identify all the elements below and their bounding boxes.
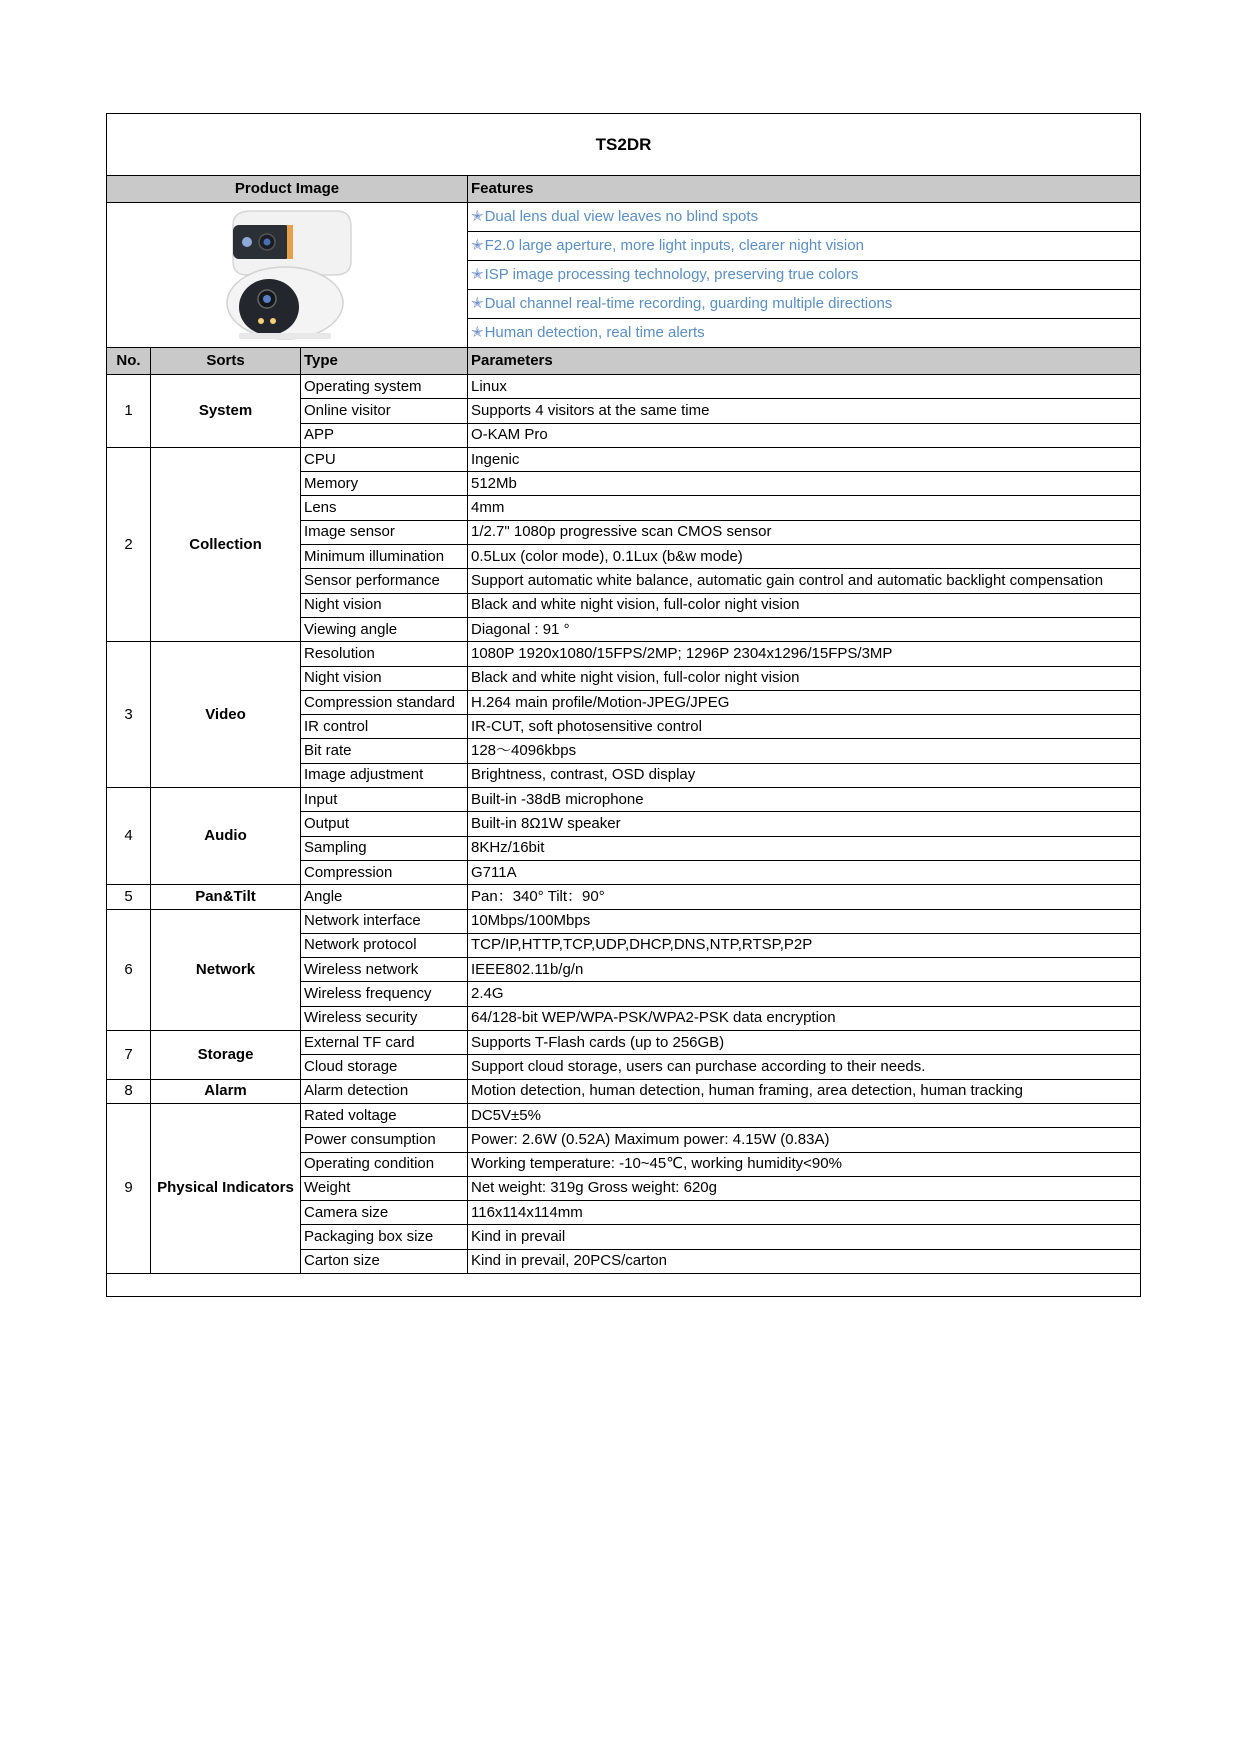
spec-type: Operating system — [301, 375, 468, 399]
table-row — [107, 1031, 1141, 1055]
group-sort: System — [151, 375, 301, 448]
feature-item: ✭F2.0 large aperture, more light inputs, clearer night vision — [468, 232, 1141, 261]
spec-parameter: 116x114x114mm — [468, 1201, 1141, 1225]
spec-parameter: Support automatic white balance, automatic gain control and automatic backlight compensation — [468, 569, 1141, 593]
spec-parameter: 8KHz/16bit — [468, 836, 1141, 860]
spec-parameter: Pan：340° Tilt：90° — [468, 885, 1141, 909]
spec-type: Sampling — [301, 836, 468, 860]
spec-parameter: 1/2.7" 1080p progressive scan CMOS sensor — [468, 520, 1141, 544]
table-row — [107, 375, 1141, 399]
group-sort: Collection — [151, 447, 301, 641]
spec-type: Alarm detection — [301, 1079, 468, 1103]
spec-type: Wireless frequency — [301, 982, 468, 1006]
spec-parameter: 4mm — [468, 496, 1141, 520]
spec-type: Wireless network — [301, 958, 468, 982]
spec-type: Network protocol — [301, 933, 468, 957]
feature-item: ✭ISP image processing technology, preserving true colors — [468, 261, 1141, 290]
group-sort: Alarm — [151, 1079, 301, 1103]
group-sort: Pan&Tilt — [151, 885, 301, 909]
spec-type: Viewing angle — [301, 617, 468, 641]
camera-product-image — [217, 203, 357, 343]
spec-parameter: 2.4G — [468, 982, 1141, 1006]
spec-type: IR control — [301, 715, 468, 739]
header-sorts: Sorts — [151, 348, 301, 375]
table-row — [107, 642, 1141, 666]
spec-type: Image adjustment — [301, 763, 468, 787]
group-number: 6 — [107, 909, 151, 1030]
spec-parameter: DC5V±5% — [468, 1103, 1141, 1127]
star-icon: ✭ — [471, 237, 484, 254]
spec-type: Resolution — [301, 642, 468, 666]
spec-table — [106, 113, 1141, 1297]
feature-item: ✭Human detection, real time alerts — [468, 319, 1141, 348]
group-sort: Network — [151, 909, 301, 1030]
feature-item: ✭Dual channel real-time recording, guarding multiple directions — [468, 290, 1141, 319]
spec-parameter: Black and white night vision, full-color night vision — [468, 666, 1141, 690]
spec-type: Input — [301, 788, 468, 812]
group-number: 2 — [107, 447, 151, 641]
spec-parameter: 10Mbps/100Mbps — [468, 909, 1141, 933]
group-sort: Audio — [151, 788, 301, 885]
group-sort: Storage — [151, 1031, 301, 1080]
spec-type: Operating condition — [301, 1152, 468, 1176]
table-row — [107, 1079, 1141, 1103]
spec-parameter: TCP/IP,HTTP,TCP,UDP,DHCP,DNS,NTP,RTSP,P2P — [468, 933, 1141, 957]
group-number: 8 — [107, 1079, 151, 1103]
spec-parameter: 128～4096kbps — [468, 739, 1141, 763]
spec-parameter: Linux — [468, 375, 1141, 399]
header-product-image: Product Image — [107, 176, 468, 203]
spec-type: Online visitor — [301, 399, 468, 423]
spec-type: External TF card — [301, 1031, 468, 1055]
spec-type: Minimum illumination — [301, 545, 468, 569]
spec-parameter: Power: 2.6W (0.52A) Maximum power: 4.15W (0.83A) — [468, 1128, 1141, 1152]
spec-type: Rated voltage — [301, 1103, 468, 1127]
header-features: Features — [468, 176, 1141, 203]
spec-parameter: Ingenic — [468, 447, 1141, 471]
spec-parameter: Net weight: 319g Gross weight: 620g — [468, 1176, 1141, 1200]
star-icon: ✭ — [471, 208, 484, 225]
group-number: 7 — [107, 1031, 151, 1080]
spec-type: Bit rate — [301, 739, 468, 763]
spec-type: Compression standard — [301, 690, 468, 714]
spec-parameter: 64/128-bit WEP/WPA-PSK/WPA2-PSK data encryption — [468, 1006, 1141, 1030]
group-number: 4 — [107, 788, 151, 885]
spec-type: Lens — [301, 496, 468, 520]
spec-parameter: 1080P 1920x1080/15FPS/2MP; 1296P 2304x1296/15FPS/3MP — [468, 642, 1141, 666]
group-sort: Physical Indicators — [151, 1103, 301, 1273]
spec-parameter: G711A — [468, 860, 1141, 884]
star-icon: ✭ — [471, 295, 484, 312]
spec-type: Network interface — [301, 909, 468, 933]
table-row — [107, 447, 1141, 471]
spec-type: Carton size — [301, 1249, 468, 1273]
table-row — [107, 1103, 1141, 1127]
spec-parameter: IR-CUT, soft photosensitive control — [468, 715, 1141, 739]
spec-parameter: Support cloud storage, users can purchase according to their needs. — [468, 1055, 1141, 1079]
spec-parameter: 0.5Lux (color mode), 0.1Lux (b&w mode) — [468, 545, 1141, 569]
spec-parameter: Motion detection, human detection, human framing, area detection, human tracking — [468, 1079, 1141, 1103]
spec-type: Wireless security — [301, 1006, 468, 1030]
spec-type: Angle — [301, 885, 468, 909]
table-row — [107, 909, 1141, 933]
spec-parameter: Kind in prevail — [468, 1225, 1141, 1249]
spec-type: Night vision — [301, 666, 468, 690]
spec-type: Memory — [301, 472, 468, 496]
group-sort: Video — [151, 642, 301, 788]
header-no: No. — [107, 348, 151, 375]
star-icon: ✭ — [471, 324, 484, 341]
spec-parameter: Black and white night vision, full-color night vision — [468, 593, 1141, 617]
spec-type: Power consumption — [301, 1128, 468, 1152]
spec-parameter: 512Mb — [468, 472, 1141, 496]
product-image-cell — [107, 203, 468, 348]
spec-parameter: Kind in prevail, 20PCS/carton — [468, 1249, 1141, 1273]
spec-parameter: IEEE802.11b/g/n — [468, 958, 1141, 982]
header-parameters: Parameters — [468, 348, 1141, 375]
spec-parameter: Brightness, contrast, OSD display — [468, 763, 1141, 787]
empty-footer-row — [107, 1273, 1141, 1296]
group-number: 9 — [107, 1103, 151, 1273]
spec-type: Night vision — [301, 593, 468, 617]
group-number: 1 — [107, 375, 151, 448]
product-title: TS2DR — [107, 114, 1141, 176]
empty-cell — [107, 1273, 1141, 1296]
feature-item: ✭Dual lens dual view leaves no blind spots — [468, 203, 1141, 232]
spec-type: Output — [301, 812, 468, 836]
spec-type: Camera size — [301, 1201, 468, 1225]
spec-parameter: Working temperature: -10~45℃, working humidity<90% — [468, 1152, 1141, 1176]
spec-parameter: O-KAM Pro — [468, 423, 1141, 447]
spec-type: Sensor performance — [301, 569, 468, 593]
spec-parameter: Built-in -38dB microphone — [468, 788, 1141, 812]
spec-parameter: Built-in 8Ω1W speaker — [468, 812, 1141, 836]
spec-type: CPU — [301, 447, 468, 471]
spec-type: Weight — [301, 1176, 468, 1200]
group-number: 5 — [107, 885, 151, 909]
spec-type: Packaging box size — [301, 1225, 468, 1249]
spec-parameter: Supports T-Flash cards (up to 256GB) — [468, 1031, 1141, 1055]
spec-type: APP — [301, 423, 468, 447]
spec-parameter: Supports 4 visitors at the same time — [468, 399, 1141, 423]
spec-parameter: Diagonal : 91 ° — [468, 617, 1141, 641]
spec-parameter: H.264 main profile/Motion-JPEG/JPEG — [468, 690, 1141, 714]
table-row — [107, 788, 1141, 812]
group-number: 3 — [107, 642, 151, 788]
spec-type: Compression — [301, 860, 468, 884]
spec-type: Image sensor — [301, 520, 468, 544]
spec-type: Cloud storage — [301, 1055, 468, 1079]
star-icon: ✭ — [471, 266, 484, 283]
header-type: Type — [301, 348, 468, 375]
table-row — [107, 885, 1141, 909]
